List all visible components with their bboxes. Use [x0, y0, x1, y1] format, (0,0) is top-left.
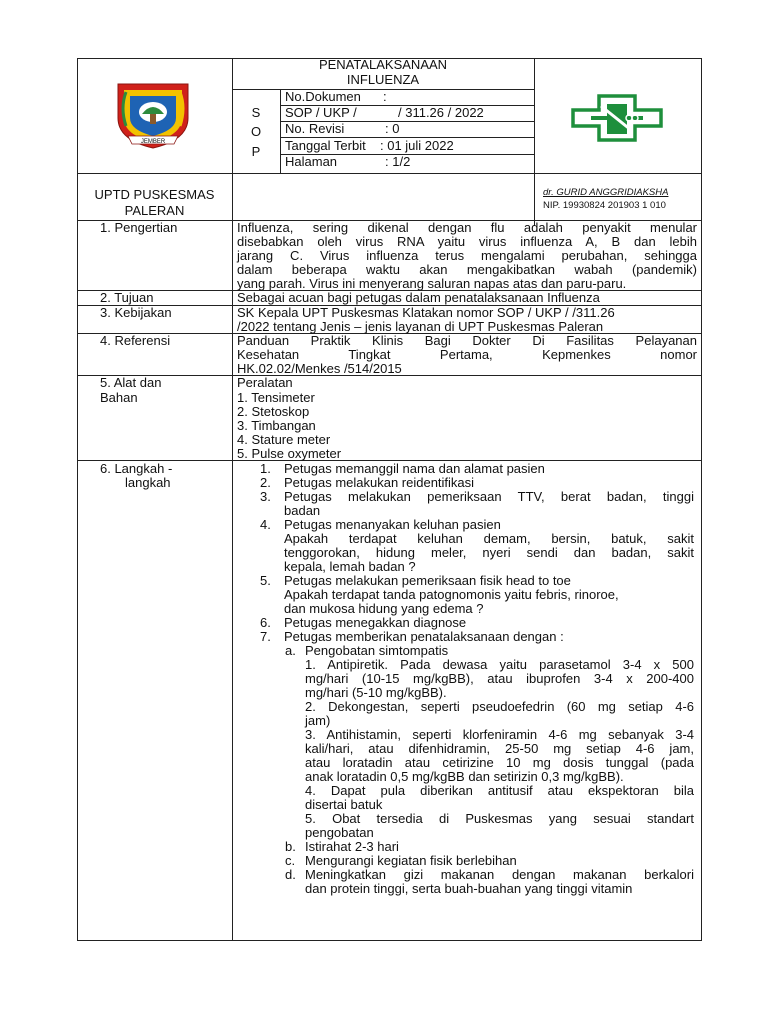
step-text: kepala, lemah badan ? — [284, 559, 416, 574]
obat-line: mg/hari (5-10 mg/kgBB). — [305, 685, 447, 700]
divider — [77, 173, 702, 174]
obat-line: disertai batuk — [305, 797, 383, 812]
sub-item-letter: d. — [285, 867, 296, 882]
sop-letter: P — [251, 144, 261, 159]
doc-info-label: No. Revisi — [285, 121, 345, 136]
sub-item-letter: a. — [285, 643, 296, 658]
sub-item-text: Pengobatan simtompatis — [305, 643, 449, 658]
step-number: 7. — [260, 629, 271, 644]
doc-info-value: : — [383, 89, 387, 104]
kebijakan-text: /2022 tentang Jenis – jenis layanan di UPT Puskesmas Paleran — [237, 319, 604, 334]
obat-line: 5. Obat tersedia di Puskesmas yang sesuai standart — [305, 811, 694, 826]
referensi-text: Panduan Praktik Klinis Bagi Dokter Di Fasilitas Pelayanan — [237, 333, 697, 348]
step-number: 2. — [260, 475, 271, 490]
step-text: Petugas melakukan reidentifikasi — [284, 475, 475, 490]
doc-info-value: / 311.26 / 2022 — [398, 105, 484, 120]
divider — [534, 58, 535, 226]
sop-letter: O — [250, 124, 262, 139]
alat-item: 4. Stature meter — [237, 432, 331, 447]
divider — [280, 89, 281, 173]
alat-item: 5. Pulse oxymeter — [237, 446, 342, 461]
step-text: Petugas menanyakan keluhan pasien — [284, 517, 501, 532]
doc-info-label: No.Dokumen — [285, 89, 361, 104]
step-number: 1. — [260, 461, 271, 476]
step-text: Petugas melakukan pemeriksaan TTV, berat badan, tinggi — [284, 489, 694, 504]
obat-line: mg/hari (10-15 mg/kgBB), atau ibuprofen 3-4 x 200-400 — [305, 671, 694, 686]
puskesmas-cross-logo — [571, 94, 663, 142]
doc-info-label: Tanggal Terbit — [285, 138, 366, 153]
pengertian-text: dalam beberapa waktu akan mengakibatkan wabah (pandemik) — [237, 262, 697, 277]
sub-item-text: Istirahat 2-3 hari — [305, 839, 399, 854]
obat-line: 1. Antipiretik. Pada dewasa yaitu parasetamol 3-4 x 500 — [305, 657, 694, 672]
section-label-tujuan: 2. Tujuan — [100, 290, 154, 305]
step-number: 5. — [260, 573, 271, 588]
step-number: 4. — [260, 517, 271, 532]
alat-item: 2. Stetoskop — [237, 404, 310, 419]
step-text: Petugas memberikan penatalaksanaan dengan : — [284, 629, 564, 644]
signer-name: dr. GURID ANGGRIDIAKSHA — [543, 187, 669, 198]
step-text: badan — [284, 503, 321, 518]
section-label-alat: 5. Alat dan — [100, 375, 162, 390]
doc-info-value: : 1/2 — [385, 154, 411, 169]
kebijakan-text: SK Kepala UPT Puskesmas Klatakan nomor SOP / UKP / /311.26 — [237, 305, 615, 320]
section-label-kebijakan: 3. Kebijakan — [100, 305, 172, 320]
divider — [232, 58, 233, 941]
signer-nip: NIP. 19930824 201903 1 010 — [543, 200, 666, 211]
org-name-line1: UPTD PUSKESMAS — [94, 187, 215, 202]
doc-info-label: SOP / UKP / — [285, 105, 357, 120]
step-number: 3. — [260, 489, 271, 504]
obat-line: jam) — [305, 713, 331, 728]
obat-line: 3. Antihistamin, seperti klorfeniramin 4-6 mg sebanyak 3-4 — [305, 727, 694, 742]
alat-item: 3. Timbangan — [237, 418, 316, 433]
step-text: Apakah terdapat keluhan demam, bersin, batuk, sakit — [284, 531, 694, 546]
step-text: dan mukosa hidung yang edema ? — [284, 601, 484, 616]
section-label-pengertian: 1. Pengertian — [100, 220, 178, 235]
step-number: 6. — [260, 615, 271, 630]
sub-item-letter: c. — [285, 853, 296, 868]
org-name-line2: PALERAN — [124, 203, 185, 218]
pengertian-text: jarang C. Virus influenza terus mengalami perubahan, sehingga — [237, 248, 697, 263]
obat-line: 4. Dapat pula diberikan antitusif atau ekspektoran bila — [305, 783, 694, 798]
step-text: Petugas memanggil nama dan alamat pasien — [284, 461, 545, 476]
referensi-text: Kesehatan Tingkat Pertama, Kepmenkes nomor — [237, 347, 697, 362]
logo-banner-text: JEMBER — [140, 139, 166, 145]
obat-line: pengobatan — [305, 825, 374, 840]
section-label-referensi: 4. Referensi — [100, 333, 171, 348]
section-label-langkah: langkah — [125, 475, 171, 490]
document-title-line1: PENATALAKSANAAN — [318, 57, 448, 72]
tujuan-text: Sebagai acuan bagi petugas dalam penatalaksanaan Influenza — [237, 290, 600, 305]
sub-item-text: Mengurangi kegiatan fisik berlebihan — [305, 853, 517, 868]
step-text: Petugas menegakkan diagnose — [284, 615, 467, 630]
alat-item: Peralatan — [237, 375, 293, 390]
pengertian-text: disebabkan oleh virus RNA yaitu virus influenza A, B dan lebih — [237, 234, 697, 249]
obat-line: anak loratadin 0,5 mg/kgBB dan setirizin 0,3 mg/kgBB). — [305, 769, 624, 784]
referensi-text: HK.02.02/Menkes /514/2015 — [237, 361, 402, 376]
pengertian-text: Influenza, sering dikenal dengan flu adalah penyakit menular — [237, 220, 697, 235]
pengertian-text: yang parah. Virus ini menyerang saluran napas atas dan paru-paru. — [237, 276, 627, 291]
section-label-alat: Bahan — [100, 390, 138, 405]
section-label-langkah: 6. Langkah - — [100, 461, 173, 476]
jember-regency-logo — [112, 78, 194, 150]
sub-item-text: dan protein tinggi, serta buah-buahan yang tinggi vitamin — [305, 881, 633, 896]
doc-info-value: : 01 juli 2022 — [380, 138, 454, 153]
step-text: Petugas melakukan pemeriksaan fisik head to toe — [284, 573, 571, 588]
step-text: Apakah terdapat tanda patognomonis yaitu febris, rinoroe, — [284, 587, 619, 602]
doc-info-label: Halaman — [285, 154, 338, 169]
obat-line: 2. Dekongestan, seperti pseudoefedrin (60 mg setiap 4-6 — [305, 699, 694, 714]
step-text: tenggorokan, hidung meler, nyeri sendi dan badan, sakit — [284, 545, 694, 560]
sub-item-letter: b. — [285, 839, 296, 854]
obat-line: kali/hari, atau difenhidramin, 25-50 mg setiap 4-6 jam, — [305, 741, 694, 756]
document-title-line2: INFLUENZA — [346, 72, 420, 87]
obat-line: atau loratadin atau cetirizine 10 mg dosis tunggal (pada — [305, 755, 694, 770]
sub-item-text: Meningkatkan gizi makanan dengan makanan berkalori — [305, 867, 694, 882]
sop-letter: S — [251, 105, 261, 120]
alat-item: 1. Tensimeter — [237, 390, 315, 405]
doc-info-value: : 0 — [385, 121, 400, 136]
